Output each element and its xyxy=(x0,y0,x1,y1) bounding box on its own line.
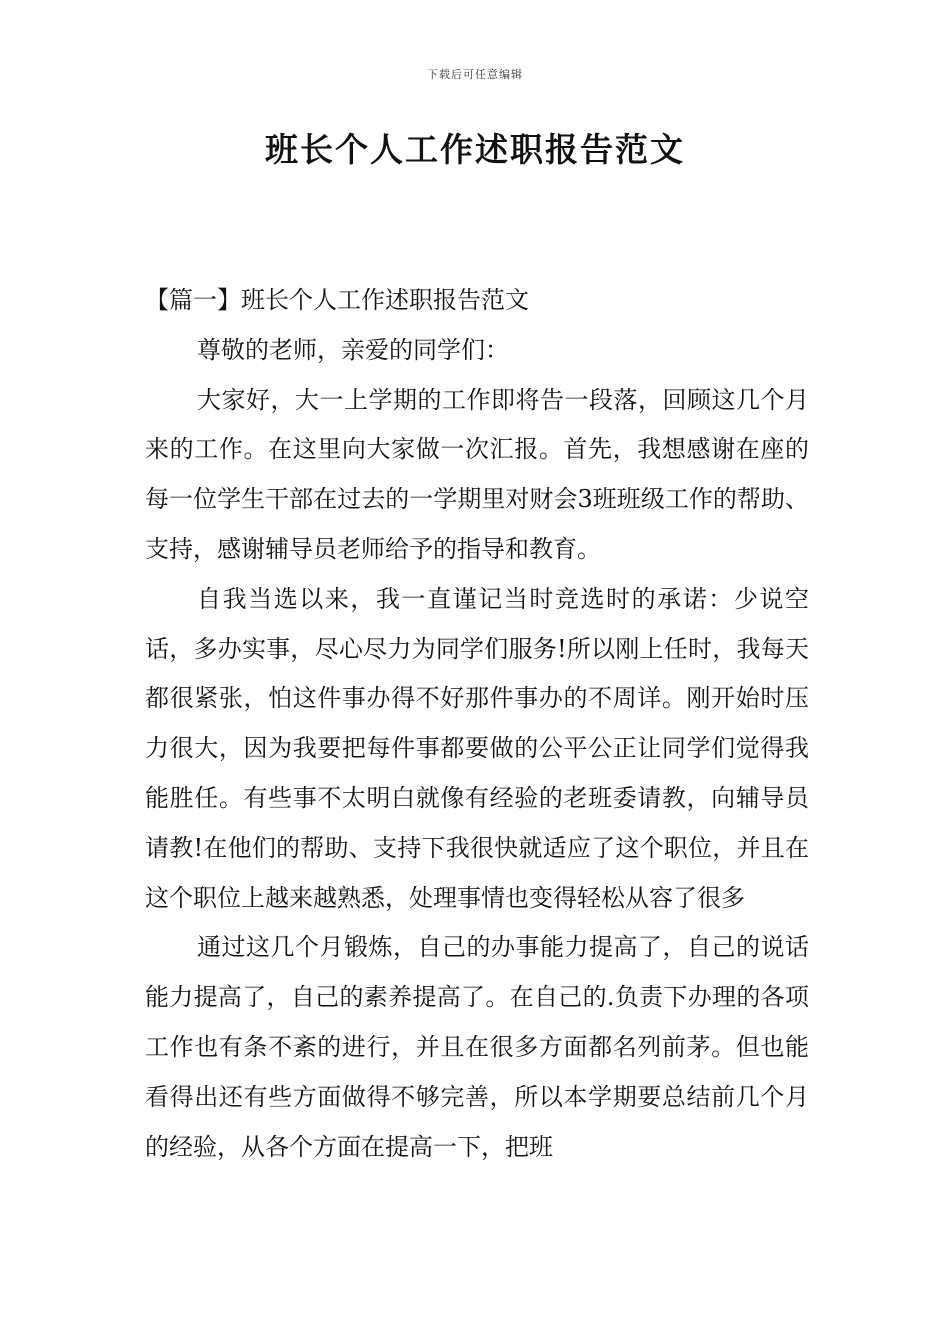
document-body xyxy=(145,276,809,1172)
header-note: 下载后可任意编辑 xyxy=(427,68,523,81)
document-title: 班长个人工作述职报告范文 xyxy=(265,130,685,169)
body-paragraph: 大家好，大一上学期的工作即将告一段落，回顾这几个月来的工作。在这里向大家做一次汇报。首先，我想感谢在座的每一位学生干部在过去的一学期里对财会3班班级工作的帮助、支持，感谢辅导员老师给予的指导和教育。 xyxy=(145,385,809,563)
body-paragraph: 通过这几个月锻炼，自己的办事能力提高了，自己的说话能力提高了，自己的素养提高了。在自己的.负责下办理的各项工作也有条不紊的进行，并且在很多方面都名列前茅。但也能看得出还有些方面做得不够完善，所以本学期要总结前几个月的经验，从各个方面在提高一下，把班 xyxy=(145,933,809,1161)
section-heading: 【篇一】班长个人工作述职报告范文 xyxy=(145,286,529,314)
body-paragraph: 自我当选以来，我一直谨记当时竞选时的承诺：少说空话，多办实事，尽心尽力为同学们服务!所以刚上任时，我每天都很紧张，怕这件事办得不好那件事办的不周详。刚开始时压力很大，因为我要把每件事都要做的公平公正让同学们觉得我能胜任。有些事不太明白就像有经验的老班委请教，向辅导员请教!在他们的帮助、支持下我很快就适应了这个职位，并且在这个职位上越来越熟悉，处理事情也变得轻松从容了很多 xyxy=(145,584,809,912)
salutation-paragraph: 尊敬的老师，亲爱的同学们： xyxy=(197,335,509,364)
